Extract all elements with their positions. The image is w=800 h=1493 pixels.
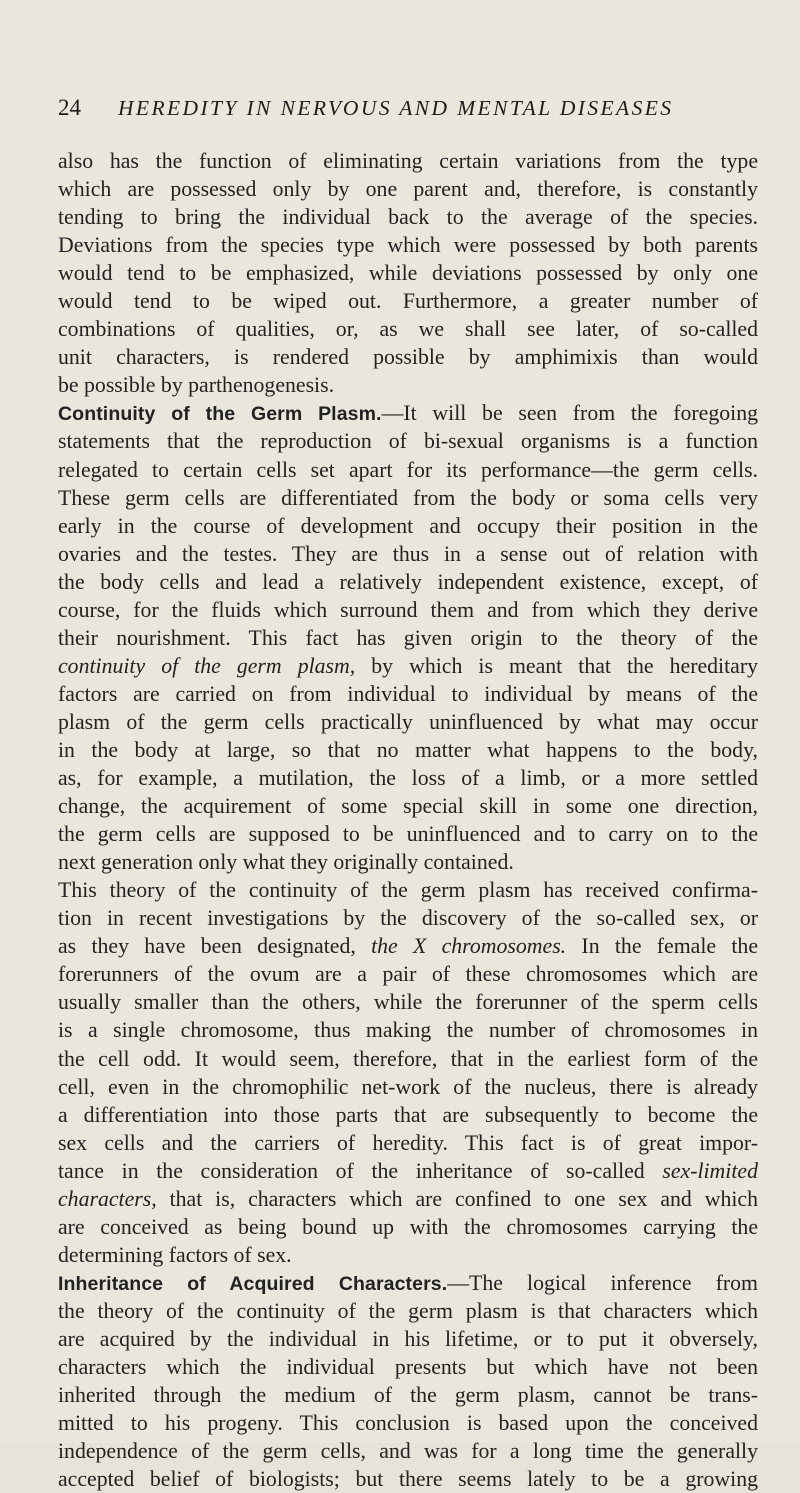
text-segment: is a single chromosome, thus making the number of chromosomes in [58,1018,758,1043]
text-line [58,1297,758,1325]
text-segment: by which is meant that the hereditary [355,653,758,678]
text-segment: in the body at large, so that no matter what happens to the body, [58,737,758,762]
text-line [58,848,758,876]
text-segment: unit characters, is rendered possible by amphimixis than would [58,345,758,370]
text-line [58,1185,758,1213]
text-segment: combinations of qualities, or, as we shall see later, of so-called [58,317,758,342]
text-line [58,315,758,343]
italic-text: characters, [58,1186,157,1211]
text-segment: forerunners of the ovum are a pair of these chromosomes which are [58,962,758,987]
text-segment: next generation only what they originally contained. [58,850,514,875]
text-segment: —The logical inference from [447,1270,758,1295]
text-segment: inherited through the medium of the germ plasm, cannot be trans- [58,1383,758,1408]
text-segment: are conceived as being bound up with the chromosomes carrying the [58,1214,758,1239]
text-segment: tending to bring the individual back to the average of the species. [58,205,758,230]
text-segment: course, for the fluids which surround them and from which they derive [58,597,758,622]
text-line [58,568,758,596]
text-segment: the theory of the continuity of the germ plasm is that characters which [58,1298,758,1323]
text-line [58,1353,758,1381]
italic-text: sex-limited [662,1158,758,1183]
text-segment: are acquired by the individual in his lifetime, or to put it obversely, [58,1326,758,1351]
text-line [58,147,758,175]
text-line [58,203,758,231]
text-line [58,1101,758,1129]
text-line [58,1241,758,1269]
text-line [58,1073,758,1101]
text-line [58,708,758,736]
text-line [58,1269,758,1297]
text-line [58,484,758,512]
text-line [58,1325,758,1353]
italic-text: the X chromosomes. [371,934,567,959]
italic-text: continuity of the germ plasm, [58,653,356,678]
text-line [58,1437,758,1465]
text-line [58,512,758,540]
text-segment: mitted to his progeny. This conclusion is based upon the conceived [58,1411,758,1436]
body-text [58,147,758,1493]
page-number: 24 [58,95,81,120]
section-heading: Continuity of the Germ Plasm. [58,403,382,426]
text-segment: early in the course of development and occupy their position in the [58,513,758,538]
text-segment: also has the function of eliminating certain variations from the type [58,149,758,173]
text-segment: tion in recent investigations by the discovery of the so-called sex, or [58,906,758,931]
text-line [58,904,758,932]
text-segment: the body cells and lead a relatively independent existence, except, of [58,569,758,594]
text-segment: a differentiation into those parts that are subsequently to become the [58,1102,758,1127]
text-segment: —It will be seen from the foregoing [381,401,758,426]
text-line [58,1129,758,1157]
text-line [58,932,758,960]
text-line [58,456,758,484]
text-segment: would tend to be wiped out. Furthermore, a greater number of [58,289,758,314]
text-segment: characters which the individual presents but which have not been [58,1355,758,1380]
text-line [58,1465,758,1493]
text-line [58,259,758,287]
text-segment: determining factors of sex. [58,1242,292,1267]
text-segment: usually smaller than the others, while the forerunner of the sperm cells [58,990,758,1015]
text-line [58,1409,758,1437]
text-line [58,960,758,988]
text-line [58,1157,758,1185]
text-segment: Deviations from the species type which were possessed by both parents [58,233,758,258]
text-segment: In the female the [566,934,759,959]
text-line [58,343,758,371]
text-line [58,876,758,904]
text-line [58,1213,758,1241]
text-line [58,1016,758,1044]
text-segment: This theory of the continuity of the germ plasm has received confirma- [58,878,758,903]
text-segment: statements that the reproduction of bi-sexual organisms is a function [58,429,758,454]
text-line [58,652,758,680]
text-line [58,764,758,792]
text-segment: relegated to certain cells set apart for its performance—the germ cells. [58,457,758,482]
text-line [58,540,758,568]
text-segment: factors are carried on from individual to individual by means of the [58,681,758,706]
text-line [58,1045,758,1073]
text-segment: which are possessed only by one parent and, therefore, is constantly [58,177,758,202]
text-line [58,624,758,652]
text-segment: as they have been designated, [58,934,372,959]
text-line [58,287,758,315]
text-line [58,680,758,708]
text-segment: ovaries and the testes. They are thus in a sense out of relation with [58,541,758,566]
text-segment: be possible by parthenogenesis. [58,373,335,398]
text-line [58,596,758,624]
text-line [58,1381,758,1409]
page-header [58,93,758,127]
text-segment: sex cells and the carriers of heredity. This fact is of great impor- [58,1130,758,1155]
text-line [58,736,758,764]
text-line [58,427,758,455]
text-segment: tance in the consideration of the inheritance of so-called [58,1158,663,1183]
running-title: HEREDITY IN NERVOUS AND MENTAL DISEASES [118,96,674,120]
text-segment: accepted belief of biologists; but there seems lately to be a growing [58,1467,758,1492]
text-segment: independence of the germ cells, and was for a long time the generally [58,1439,758,1464]
text-line [58,399,758,427]
section-heading: Inheritance of Acquired Characters. [58,1272,448,1295]
text-line [58,371,758,399]
text-line [58,820,758,848]
text-line [58,792,758,820]
text-segment: plasm of the germ cells practically uninfluenced by what may occur [58,709,758,734]
text-segment: cell, even in the chromophilic net-work of the nucleus, there is already [58,1074,758,1099]
text-line [58,988,758,1016]
text-segment: would tend to be emphasized, while deviations possessed by only one [58,261,758,286]
text-segment: that is, characters which are confined to one sex and which [156,1186,758,1211]
text-line [58,175,758,203]
text-segment: change, the acquirement of some special skill in some one direction, [58,794,758,819]
text-line [58,231,758,259]
text-segment: the cell odd. It would seem, therefore, that in the earliest form of the [58,1046,758,1071]
text-segment: the germ cells are supposed to be uninfluenced and to carry on to the [58,822,758,847]
text-segment: These germ cells are differentiated from the body or soma cells very [58,485,758,510]
text-segment: as, for example, a mutilation, the loss of a limb, or a more settled [58,766,758,791]
text-segment: their nourishment. This fact has given origin to the theory of the [58,625,758,650]
